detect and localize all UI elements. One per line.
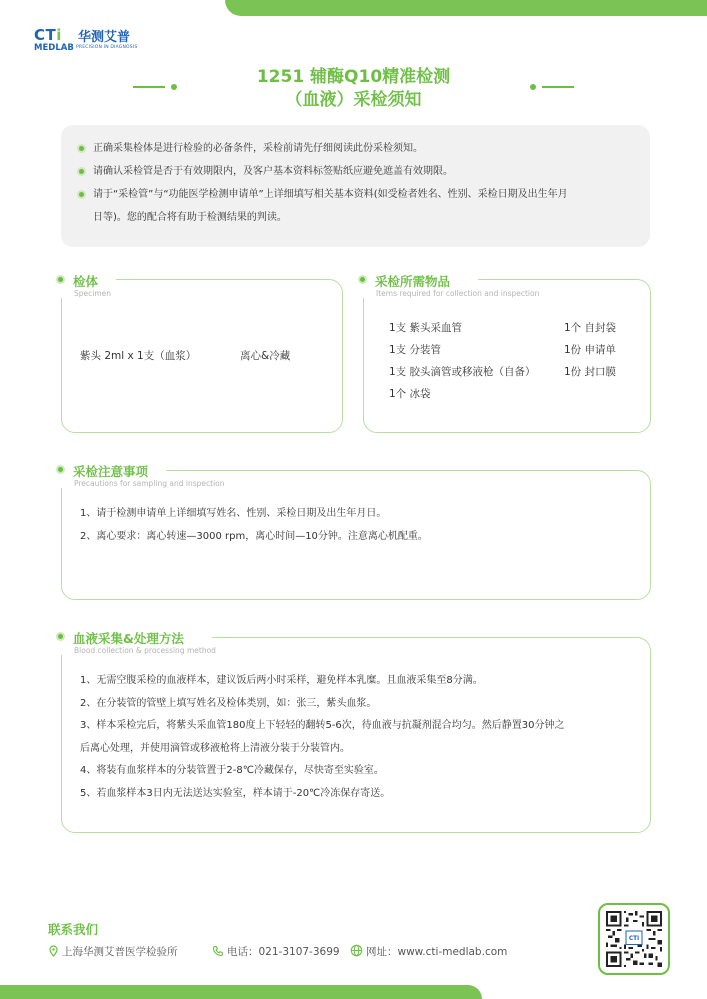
- page-title: [0, 66, 707, 112]
- method-line: 4、将装有血浆样本的分装管置于2-8℃冷藏保存，尽快寄至实验室。: [80, 765, 384, 776]
- bullet-icon: [56, 632, 65, 641]
- contact-phone: 电话：021-3107-3699: [212, 944, 340, 959]
- contact-website: 网址：www.cti-medlab.com: [350, 944, 507, 959]
- specimen-tube: 紫头 2ml x 1支（血浆）: [80, 350, 197, 362]
- precautions-heading: 采检注意事项 Precautions for sampling and inspection: [56, 462, 166, 488]
- contact-address: 上海华测艾普医学检验所: [48, 944, 178, 959]
- method-line: 后离心处理，并使用滴管或移液枪将上清液分装于分装管内。: [80, 742, 350, 754]
- item-left: 1支 胶头滴管或移液枪（自备）: [389, 366, 536, 378]
- bottom-accent-bar: [0, 985, 482, 999]
- qr-code: [598, 903, 670, 975]
- item-left: 1个 冰袋: [389, 388, 431, 400]
- notice-item: 请确认采检管是否于有效期限内，及客户基本资料标签贴纸应避免遮盖有效期限。: [77, 160, 640, 183]
- item-right: 1份 封口膜: [564, 366, 617, 378]
- method-text: [80, 670, 565, 805]
- logo-cn-name: 华测艾普: [78, 30, 131, 45]
- qr-code-icon: [606, 911, 662, 967]
- svg-text:CTi: CTi: [628, 936, 640, 943]
- bullet-icon: [358, 275, 367, 284]
- notice-panel: [61, 125, 650, 247]
- top-accent-bar: [225, 0, 707, 16]
- bullet-icon: [77, 167, 86, 176]
- notice-item: 正确采集检体是进行检验的必备条件，采检前请先仔细阅读此份采检须知。: [77, 137, 640, 160]
- method-line: 2、在分装管的管壁上填写姓名及检体类别，如：张三，紫头血浆。: [80, 697, 377, 709]
- logo-cti: CTi: [34, 26, 62, 44]
- method-heading: 血液采集&处理方法 Blood collection & processing method: [56, 629, 212, 655]
- precaution-line: 1、请于检测申请单上详细填写姓名、性别、采检日期及出生年月日。: [80, 508, 387, 519]
- bullet-icon: [56, 275, 65, 284]
- phone-icon: [212, 945, 224, 957]
- specimen-heading: 检体 Specimen: [56, 272, 116, 298]
- bullet-icon: [77, 190, 86, 199]
- logo-medlab: MEDLAB: [34, 43, 74, 53]
- page-title-line1: 1251 辅酶Q10精准检测: [256, 67, 451, 87]
- bullet-icon: [77, 144, 86, 153]
- item-left: 1支 分装管: [389, 344, 442, 356]
- item-right: 1个 自封袋: [564, 322, 617, 334]
- notice-item-continued: 日等)。您的配合将有助于检测结果的判读。: [93, 212, 287, 223]
- contact-heading: 联系我们: [48, 922, 99, 937]
- precaution-line: 2、离心要求：离心转速—3000 rpm，离心时间—10分钟。注意离心机配重。: [80, 530, 428, 542]
- bullet-icon: [56, 465, 65, 474]
- item-left: 1支 紫头采血管: [389, 322, 463, 334]
- location-pin-icon: [48, 945, 59, 957]
- items-heading: 采检所需物品 Items required for collection and inspection: [358, 272, 478, 298]
- globe-icon: [350, 944, 363, 957]
- specimen-handling: 离心&冷藏: [240, 350, 291, 362]
- method-line: 5、若血浆样本3日内无法送达实验室，样本请于-20℃冷冻保存寄送。: [80, 787, 391, 799]
- logo-tagline: PRECISION IN DIAGNOSIS: [76, 45, 138, 50]
- method-line: 1、无需空腹采检的血液样本，建议饭后两小时采样，避免样本乳糜。且血液采集至8分满。: [80, 675, 483, 686]
- page-title-line2: （血液）采检须知: [285, 90, 422, 110]
- method-line: 3、样本采检完后，将紫头采血管180度上下轻轻的翻转5-6次，待血液与抗凝剂混合均匀。然后静置30分钟之: [80, 720, 565, 731]
- notice-item: 请于“采检管”与“功能医学检测申请单”上详细填写相关基本资料(如受检者姓名、性别、采检日期及出生年月: [77, 183, 640, 206]
- item-right: 1份 申请单: [564, 344, 617, 356]
- precautions-text: [80, 503, 428, 548]
